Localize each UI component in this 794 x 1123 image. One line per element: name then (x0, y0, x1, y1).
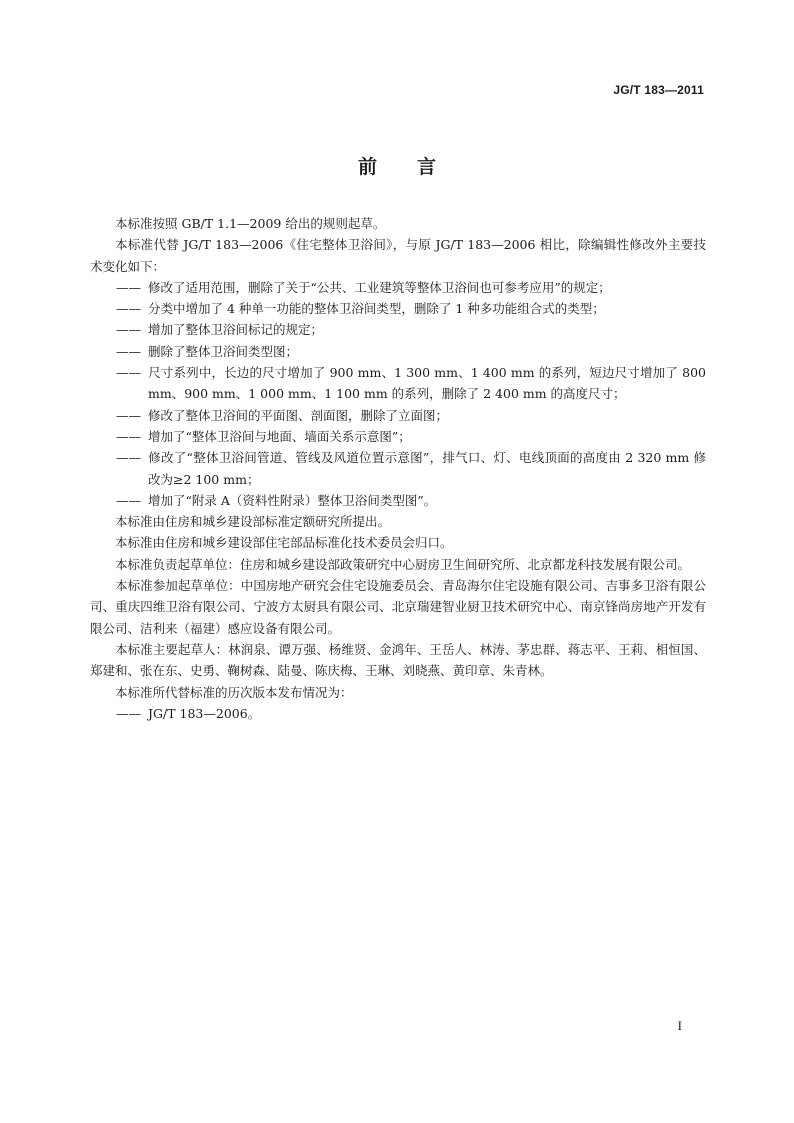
item-text: JG/T 183—2006。 (148, 705, 261, 721)
paragraph: 本标准所代替标准的历次版本发布情况为： (115, 684, 353, 700)
item-text: 修改了适用范围，删除了关于“公共、工业建筑等整体卫浴间也可参考应用”的规定； (148, 279, 611, 295)
foreword-body (90, 213, 706, 724)
change-list-item (90, 426, 706, 447)
paragraph: 本标准负责起草单位：住房和城乡建设部政策研究中心厨房卫生间研究所、北京都龙科技发展有限公司。 (115, 556, 691, 572)
paragraph: 本标准代替 JG/T 183—2006《住宅整体卫浴间》，与原 JG/T 183—2006 相比，除编辑性修改外主要技术变化如下： (90, 237, 706, 274)
paragraph: 本标准参加起草单位：中国房地产研究会住宅设施委员会、青岛海尔住宅设施有限公司、吉事多卫浴有限公司、重庆四维卫浴有限公司、宁波方太厨具有限公司、北京瑞建智业厨卫技术研究中心、南京锋尚房地产开发有限公司、洁利来（福建）感应设备有限公司。 (90, 578, 706, 636)
item-text: 尺寸系列中，长边的尺寸增加了 900 mm、1 300 mm、1 400 mm 的系列，短边尺寸增加了 800 mm、900 mm、1 000 mm、1 100 mm 的系列，删除了 2 400 mm 的高度尺寸； (148, 365, 706, 402)
change-list-item (90, 490, 706, 511)
change-list-item (90, 362, 706, 405)
item-text: 增加了整体卫浴间标记的规定； (148, 322, 324, 338)
change-list-item (90, 405, 706, 426)
dash-marker: —— (116, 492, 141, 508)
item-text: 修改了整体卫浴间的平面图、剖面图，删除了立面图； (148, 407, 449, 423)
paragraph: 本标准主要起草人：林润泉、谭万强、杨维贤、金鸿年、王岳人、林涛、茅忠群、蒋志平、王莉、相恒国、郑建和、张在东、史勇、鞠树森、陆曼、陈庆梅、王琳、刘晓燕、黄印章、朱青林。 (90, 641, 706, 679)
dash-marker: —— (116, 322, 141, 338)
dash-marker: —— (116, 343, 141, 359)
change-list-item (90, 277, 706, 298)
change-list-item (90, 341, 706, 362)
dash-marker: —— (116, 301, 141, 317)
item-text: 修改了“整体卫浴间管道、管线及风道位置示意图”，排气口、灯、电线顶面的高度由 2 320 mm 修改为≥2 100 mm； (148, 450, 706, 487)
change-list-item (90, 298, 706, 319)
paragraph: 本标准按照 GB/T 1.1—2009 给出的规则起草。 (115, 216, 386, 231)
item-text: 分类中增加了 4 种单一功能的整体卫浴间类型，删除了 1 种多功能组合式的类型； (148, 301, 605, 317)
dash-marker: —— (116, 407, 141, 423)
dash-marker: —— (116, 279, 141, 295)
change-list-item (90, 447, 706, 490)
paragraph: 本标准由住房和城乡建设部住宅部品标准化技术委员会归口。 (115, 535, 453, 551)
dash-marker: —— (116, 450, 141, 466)
item-text: 删除了整体卫浴间类型图； (148, 343, 299, 359)
item-text: 增加了“整体卫浴间与地面、墙面关系示意图”； (148, 428, 411, 444)
standard-code-header: JG/T 183—2011 (613, 83, 704, 97)
page-number: I (677, 1018, 682, 1033)
page-title: 前言 (357, 156, 476, 178)
item-text: 增加了“附录 A（资料性附录）整体卫浴间类型图”。 (148, 492, 437, 508)
paragraph: 本标准由住房和城乡建设部标准定额研究所提出。 (115, 514, 391, 530)
change-list-item (90, 703, 706, 724)
dash-marker: —— (116, 428, 141, 444)
change-list-item (90, 319, 706, 340)
dash-marker: —— (116, 705, 141, 721)
dash-marker: —— (116, 365, 141, 381)
